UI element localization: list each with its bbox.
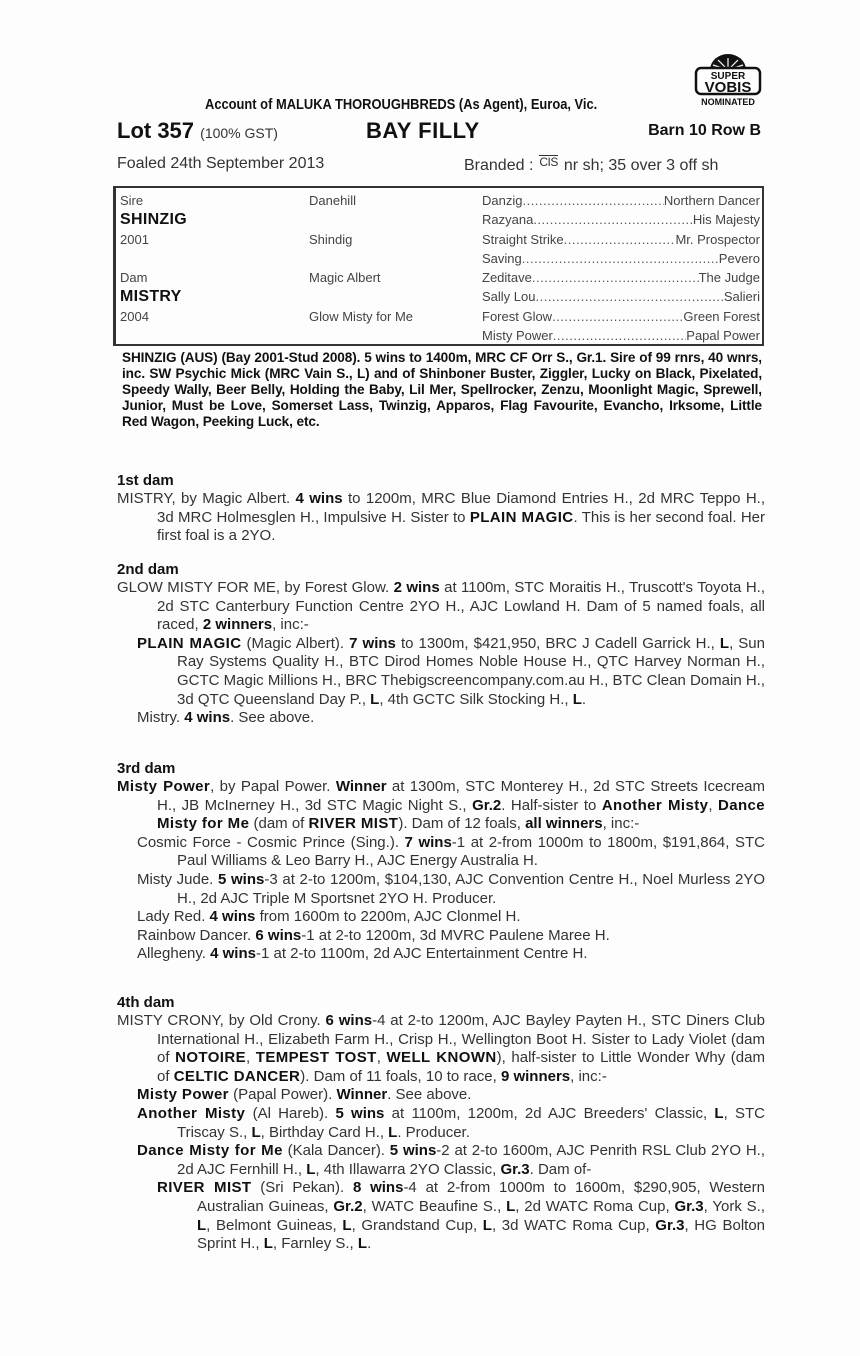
bold-text: L xyxy=(251,1123,261,1141)
dam-paragraph: MISTY CRONY, by Old Crony. 6 wins-4 at 2-to 1200m, AJC Bayley Payten H., STC Diners Club International H., Elizabeth Farm H., Crisp H., Wellington Boot H. Sister to Lady Violet (dam of NOTOIRE, TEMPEST TOST, WELL KNOWN), half-sister to Little Wonder Why (dam of CELTIC DANCER). Dam of 11 foals, 10 to race, 9 winners, inc:- xyxy=(117,1012,765,1085)
progeny-entry: RIVER MIST (Sri Pekan). 8 wins-4 at 2-from 1000m to 1600m, $290,905, Western Australian Guineas, Gr.2, WATC Beaufine S., L, 2d WATC Roma Cup, Gr.3, York S., L, Belmont Guineas, L, Grandstand Cup, L, 3d WATC Roma Cup, Gr.3, HG Bolton Sprint H., L, Farnley S., L. xyxy=(157,1179,766,1253)
black-type-name: Dance Misty for Me xyxy=(157,796,765,833)
dam-name: MISTRY xyxy=(120,288,182,306)
dam-year: 2004 xyxy=(120,308,149,324)
bold-text: L xyxy=(370,690,380,708)
bold-text: Gr.3 xyxy=(655,1216,685,1234)
bold-text: Gr.3 xyxy=(674,1197,704,1215)
sire-sire: Danehill xyxy=(309,193,356,208)
pedigree-entry: Saving ..... Pevero xyxy=(482,249,760,268)
bold-text: 5 wins xyxy=(335,1104,385,1122)
progeny-entry: Lady Red. 4 wins from 1600m to 2200m, AJC Clonmel H. xyxy=(137,908,521,926)
sire-year: 2001 xyxy=(120,231,149,247)
barn-location: Barn 10 Row B xyxy=(648,122,761,139)
bold-text: L xyxy=(342,1216,352,1234)
bold-text: L xyxy=(719,634,730,652)
dam-paragraph: GLOW MISTY FOR ME, by Forest Glow. 2 wins at 1100m, STC Moraitis H., Truscott's Toyota H., 2d STC Canterbury Function Centre 2YO H., AJC Lowland H. Dam of 5 named foals, all raced, 2 winners, inc:- xyxy=(117,579,765,634)
progeny-entry: Mistry. 4 wins. See above. xyxy=(137,709,315,727)
pedigree-col-parents xyxy=(120,191,187,326)
progeny-entry: Misty Jude. 5 wins-3 at 2-to 1200m, $104,130, AJC Convention Centre H., Noel Murless 2YO H., 2d AJC Triple M Sportsnet 2YO H. Producer. xyxy=(137,870,765,907)
bold-text: all winners xyxy=(525,815,603,833)
brand-label: Branded : xyxy=(464,157,534,174)
vendor-line: Account of MALUKA THOROUGHBREDS (As Agent), Euroa, Vic. xyxy=(205,96,598,113)
pedigree-entry: Sally Lou ..... Salieri xyxy=(482,287,760,306)
bold-text: L xyxy=(263,1235,273,1253)
progeny-entry: Misty Power (Papal Power). Winner. See above. xyxy=(137,1086,472,1104)
bold-text: 7 wins xyxy=(404,833,452,851)
bold-text: 6 wins xyxy=(325,1012,373,1029)
black-type-name: TEMPEST TOST xyxy=(255,1049,377,1067)
bold-text: 7 wins xyxy=(349,634,396,652)
dam-dam: Glow Misty for Me xyxy=(309,308,414,324)
pedigree-entry: Razyana ..... His Majesty xyxy=(482,210,760,229)
gst-note: (100% GST) xyxy=(200,125,278,141)
lot-header xyxy=(117,118,767,148)
bold-text: 4 wins xyxy=(184,709,231,727)
black-type-name: PLAIN MAGIC xyxy=(469,508,574,526)
sire-summary: SHINZIG (AUS) (Bay 2001-Stud 2008). 5 wins to 1400m, MRC CF Orr S., Gr.1. Sire of 99 rnrs, 40 wnrs, inc. SW Psychic Mick (MRC Vain S., L) and of Shinboner Buster, Ziggler, Lucky on Black, Pixelated, Speedy Wally, Beer Belly, Holding the Baby, Lil Mer, Spellrocker, Zenzu, Moonlight Magic, Sprewell, Junior, Must be Love, Somerset Lass, Twinzig, Apparos, Flag Favourite, Evancho, Irksome, Little Red Wagon, Peeking Luck, etc. xyxy=(122,350,762,429)
bold-text: 9 winners xyxy=(500,1067,571,1085)
section-heading: 4th dam xyxy=(117,994,175,1011)
dam-sire: Magic Albert xyxy=(309,270,381,286)
super-vobis-logo xyxy=(688,50,768,108)
dam-label: Dam xyxy=(120,270,148,286)
svg-text:SUPER: SUPER xyxy=(710,71,746,82)
bold-text: Gr.2 xyxy=(472,796,502,814)
black-type-name: CELTIC DANCER xyxy=(173,1067,301,1085)
bold-text: 2 wins xyxy=(393,579,440,596)
bold-text: L xyxy=(388,1123,398,1141)
black-type-name: Another Misty xyxy=(601,796,709,814)
foaled-date: Foaled 24th September 2013 xyxy=(117,155,325,172)
black-type-name: Misty Power xyxy=(137,1086,229,1104)
lot-description: BAY FILLY xyxy=(366,118,480,143)
bold-text: Winner xyxy=(335,778,387,795)
black-type-name: Dance Misty for Me xyxy=(137,1142,283,1160)
section-heading: 1st dam xyxy=(117,472,174,489)
bold-text: L xyxy=(306,1160,316,1178)
svg-text:NOMINATED: NOMINATED xyxy=(701,97,755,107)
fourth-dam-section xyxy=(117,994,765,1254)
section-heading: 3rd dam xyxy=(117,760,176,777)
first-dam-section xyxy=(117,472,765,546)
pedigree-entry: Danzig ..... Northern Dancer xyxy=(482,191,760,210)
pedigree-table xyxy=(113,186,764,346)
black-type-name: RIVER MIST xyxy=(157,1179,252,1197)
progeny-entry: Cosmic Force - Cosmic Prince (Sing.). 7 wins-1 at 2-from 1000m to 1800m, $191,864, STC Paul Williams & Leo Barry H., AJC Energy Australia H. xyxy=(137,833,766,870)
bold-text: L xyxy=(714,1104,724,1122)
progeny-entry: PLAIN MAGIC (Magic Albert). 7 wins to 1300m, $421,950, BRC J Cadell Garrick H., L, Sun Ray Systems Quality H., BTC Dirod Homes Noble House H., QTC Harvey Norman H., GCTC Magic Millions H., BRC Thebigscreencompany.com.au H., BTC Clean Domain H., 3d QTC Queensland Day P., L, 4th GCTC Silk Stocking H., L. xyxy=(137,634,765,708)
black-type-name: NOTOIRE xyxy=(175,1049,246,1067)
bold-text: 5 wins xyxy=(389,1142,437,1160)
bold-text: 6 wins xyxy=(255,926,302,944)
progeny-entry: Dance Misty for Me (Kala Dancer). 5 wins-2 at 2-to 1600m, AJC Penrith RSL Club 2YO H., 2d AJC Fernhill H., L, 4th Illawarra 2YO Classic, Gr.3. Dam of- xyxy=(137,1142,765,1178)
bold-text: L xyxy=(357,1235,368,1253)
third-dam-section xyxy=(117,760,765,964)
sire-label: Sire xyxy=(120,193,144,208)
sire-dam: Shindig xyxy=(309,231,353,247)
bold-text: Gr.3 xyxy=(500,1160,530,1178)
lot-label: Lot 357 xyxy=(117,118,195,143)
bold-text: Gr.2 xyxy=(333,1197,363,1215)
section-heading: 2nd dam xyxy=(117,561,179,578)
svg-text:VOBIS: VOBIS xyxy=(704,79,752,96)
progeny-entry: Another Misty (Al Hareb). 5 wins at 1100m, 1200m, 2d AJC Breeders' Classic, L, STC Triscay S., L, Birthday Card H., L. Producer. xyxy=(137,1104,765,1141)
bold-text: Winner xyxy=(336,1086,388,1104)
bold-text: L xyxy=(197,1216,207,1234)
black-type-name: PLAIN MAGIC xyxy=(137,634,242,652)
bold-text: L xyxy=(506,1197,516,1215)
black-type-name: Misty Power xyxy=(117,778,211,795)
lot-number xyxy=(117,118,278,144)
bold-text: 8 wins xyxy=(352,1179,404,1197)
pedigree-entry: Misty Power ..... Papal Power xyxy=(482,326,760,345)
dam-paragraph: Misty Power, by Papal Power. Winner at 1300m, STC Monterey H., 2d STC Streets Icecream H., JB McInerney H., 3d STC Magic Night S., Gr.2. Half-sister to Another Misty, Dance Misty for Me (dam of RIVER MIST). Dam of 12 foals, all winners, inc:- xyxy=(117,778,766,833)
pedigree-entry: Zeditave ..... The Judge xyxy=(482,268,760,287)
super-vobis-nominated-icon xyxy=(688,50,768,108)
sire-name: SHINZIG xyxy=(120,211,187,229)
bold-text: 5 wins xyxy=(218,870,265,888)
bold-text: L xyxy=(482,1216,492,1234)
pedigree-entry: Straight Strike ..... Mr. Prospector xyxy=(482,230,760,249)
bold-text: 4 wins xyxy=(210,945,256,963)
progeny-entry: Allegheny. 4 wins-1 at 2-to 1100m, 2d AJC Entertainment Centre H. xyxy=(137,945,588,963)
bold-text: L xyxy=(572,690,582,708)
pedigree-col-great-grandparents xyxy=(482,191,760,345)
brand-info xyxy=(464,155,718,175)
pedigree-entry: Forest Glow ..... Green Forest xyxy=(482,307,760,326)
black-type-name: Another Misty xyxy=(137,1104,246,1122)
bold-text: 4 wins xyxy=(209,908,256,926)
brand-mark-icon: CIS xyxy=(539,155,558,169)
black-type-name: WELL KNOWN xyxy=(386,1049,497,1067)
bold-text: 2 winners xyxy=(202,616,273,634)
bold-text: 4 wins xyxy=(295,490,343,507)
black-type-name: RIVER MIST xyxy=(308,815,399,833)
brand-detail: nr sh; 35 over 3 off sh xyxy=(563,157,719,174)
second-dam-section xyxy=(117,561,765,728)
progeny-entry: Rainbow Dancer. 6 wins-1 at 2-to 1200m, 3d MVRC Paulene Maree H. xyxy=(137,926,610,944)
pedigree-col-grandparents xyxy=(309,191,413,326)
dam-paragraph: MISTRY, by Magic Albert. 4 wins to 1200m, MRC Blue Diamond Entries H., 2d MRC Teppo H., 3d MRC Holmesglen H., Impulsive H. Sister to PLAIN MAGIC. This is her second foal. Her first foal is a 2YO. xyxy=(117,490,765,545)
